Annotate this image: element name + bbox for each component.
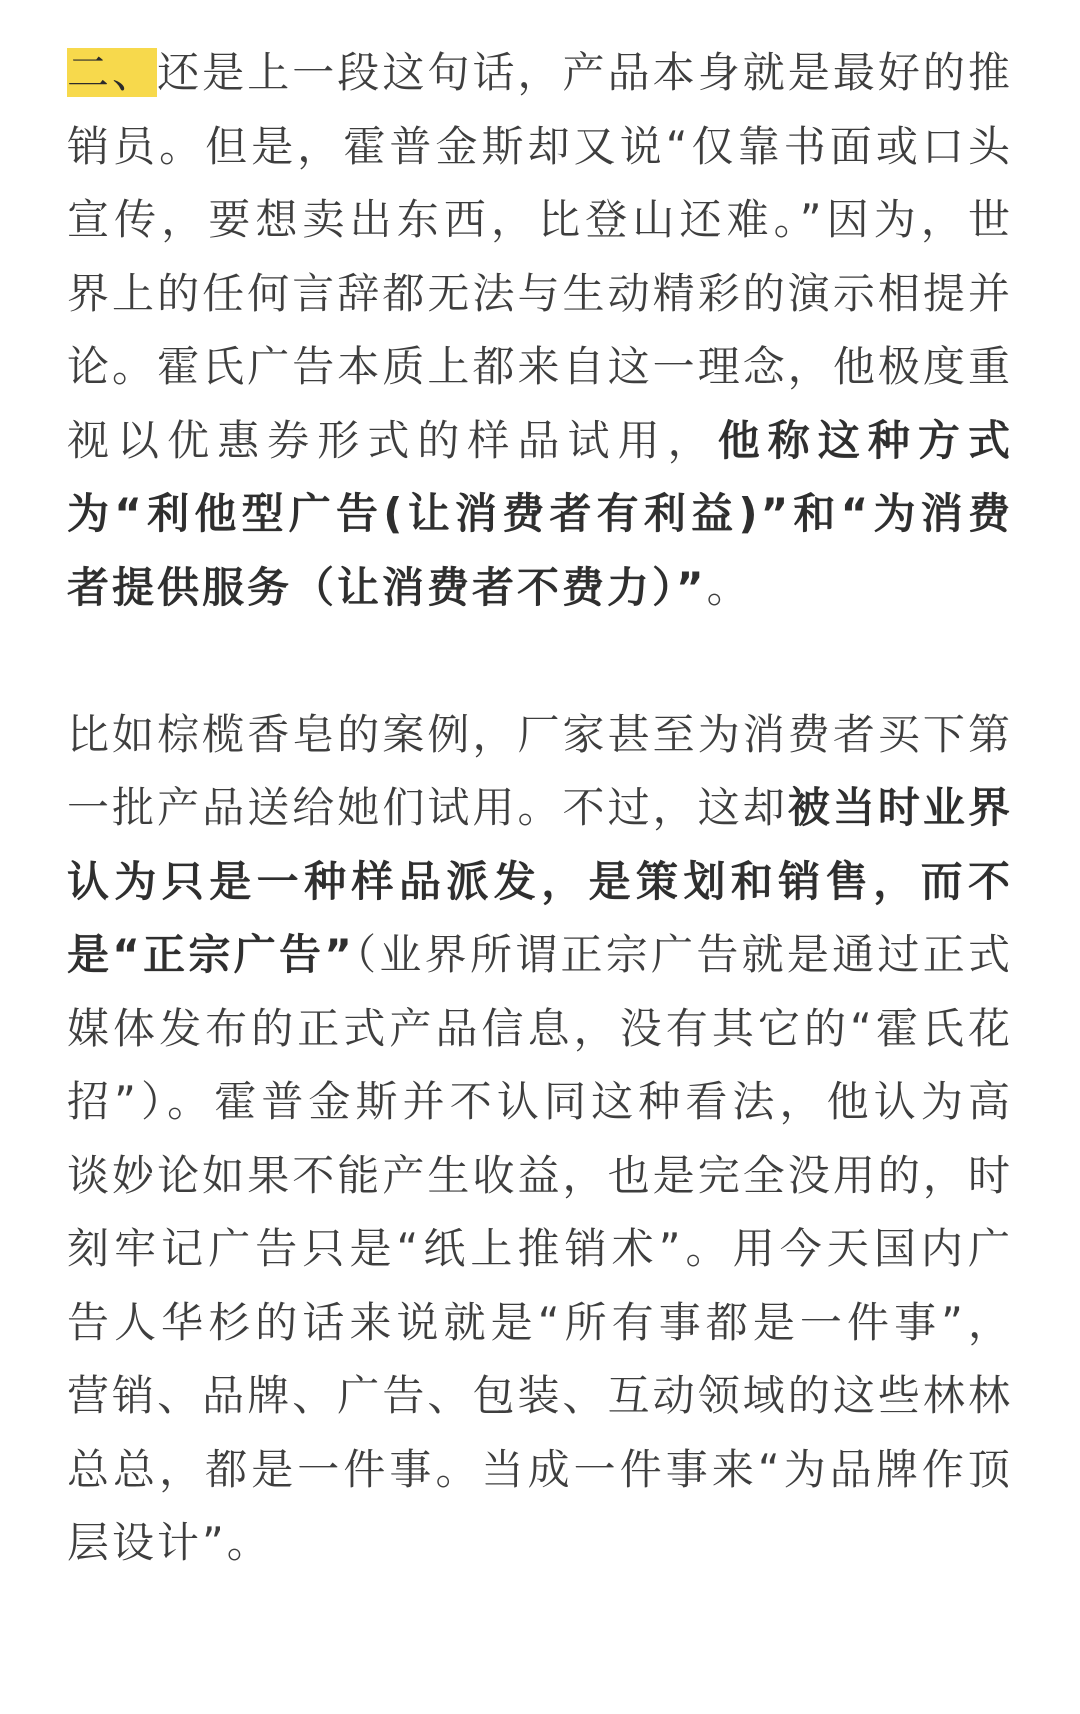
bold-text: 他称这种方式为“利他型广告(让消费者有利益)”和“为消费者提供服务（让消费者不费力）” [67, 415, 1013, 612]
bold-text: 被当时业界认为只是一种样品派发，是策划和销售，而不是“正宗广告” [67, 783, 1013, 979]
paragraph-text: 比如棕榄香皂的案例，厂家甚至为消费者买下第一批产品送给她们试用。不过，这却 [67, 709, 1013, 832]
article-body [67, 36, 1013, 1580]
section-number-highlight: 二、 [67, 48, 158, 97]
paragraph-2 [67, 698, 1013, 1580]
paragraph-1 [67, 36, 1013, 624]
paragraph-text: （业界所谓正宗广告就是通过正式媒体发布的正式产品信息，没有其它的“霍氏花招”）。霍普金斯并不认同这种看法，他认为高谈妙论如果不能产生收益，也是完全没用的，时刻牢记广告只是“纸上推销术”。用今天国内广告人华杉的话来说就是“所有事都是一件事”，营销、品牌、广告、包装、互动领域的这些林林总总，都是一件事。当成一件事来“为品牌作顶层设计”。 [67, 930, 1013, 1567]
paragraph-text: 还是上一段这句话，产品本身就是最好的推销员。但是，霍普金斯却又说“仅靠书面或口头宣传，要想卖出东西，比登山还难。”因为，世界上的任何言辞都无法与生动精彩的演示相提并论。霍氏广告本质上都来自这一理念，他极度重视以优惠券形式的样品试用， [67, 48, 1013, 465]
paragraph-text: 。 [706, 562, 752, 612]
